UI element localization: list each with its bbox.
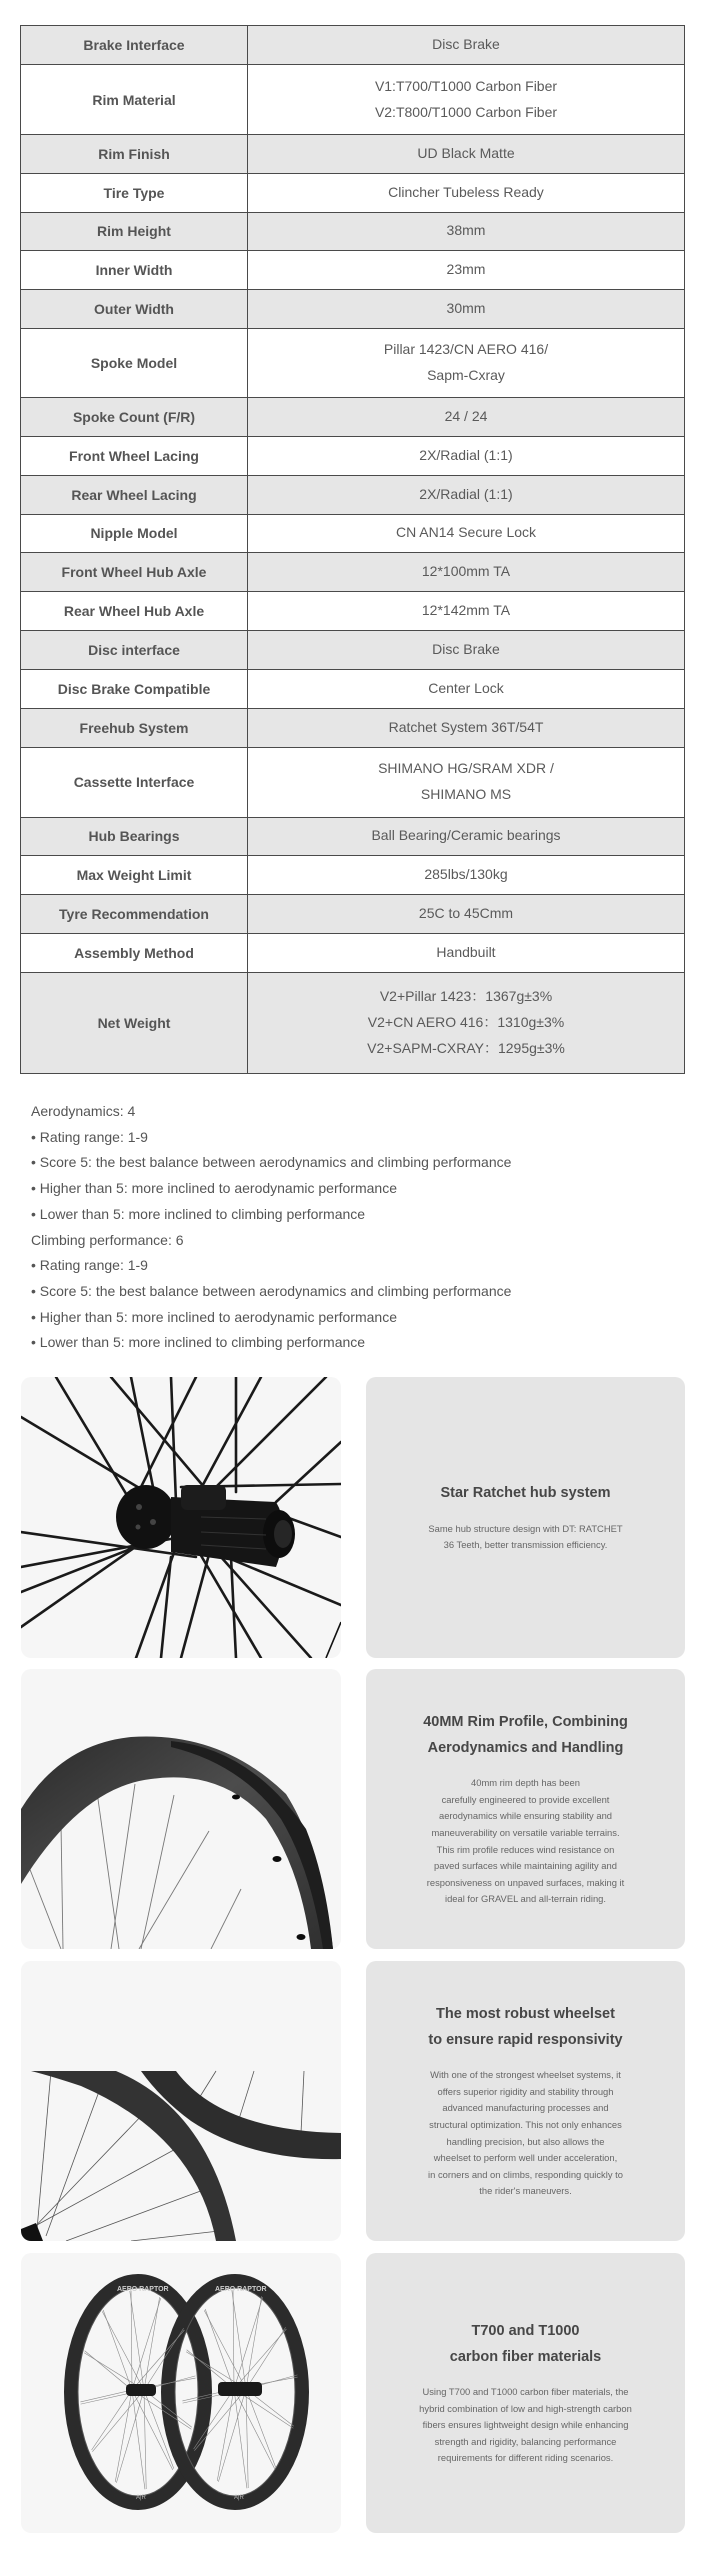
spec-row (21, 173, 685, 212)
feature-description-line: handling precision, but also allows the (446, 2135, 605, 2147)
spec-value-line: Disc Brake (432, 641, 500, 658)
spec-label: Disc interface (21, 631, 248, 670)
spec-row (21, 135, 685, 174)
feature-description-line: offers superior rigidity and stability through (437, 2085, 614, 2097)
feature-description (419, 2384, 632, 2467)
feature-card-hub (366, 1377, 685, 1658)
spec-label: Assembly Method (21, 934, 248, 973)
spec-row (21, 436, 685, 475)
spec-value-line: 285lbs/130kg (424, 866, 508, 883)
rating-bullet: • Score 5: the best balance between aerodynamics and climbing performance (31, 1282, 512, 1299)
spec-row (21, 747, 685, 817)
spec-value (248, 592, 685, 631)
spec-label: Rear Wheel Lacing (21, 475, 248, 514)
spec-value-line: Handbuilt (436, 944, 496, 961)
spec-value (248, 135, 685, 174)
rating-bullet: • Lower than 5: more inclined to climbing performance (31, 1205, 366, 1222)
feature-description-line: ideal for GRAVEL and all-terrain riding. (444, 1893, 606, 1905)
spoke (144, 2390, 146, 2489)
spec-value (248, 856, 685, 895)
spec-label: Spoke Model (21, 328, 248, 397)
spec-value-line: UD Black Matte (417, 144, 515, 161)
spec-value (248, 251, 685, 290)
spec-value (248, 26, 685, 65)
spoke (246, 2389, 248, 2488)
feature-title (440, 1481, 610, 1507)
feature-title (428, 2002, 622, 2053)
spec-value-line: Sapm-Cxray (427, 366, 505, 383)
feature-description-line: wheelset to perform well under acceleration, (433, 2152, 618, 2164)
spec-value-line: Ball Bearing/Ceramic bearings (371, 827, 561, 844)
brand-text-left: AERO RAPTOR (117, 2286, 169, 2293)
spec-value (248, 397, 685, 436)
spec-label: Rim Finish (21, 135, 248, 174)
feature-description-line: hybrid combination of low and high-strength carbon (419, 2402, 632, 2414)
spoke (234, 2389, 275, 2469)
spec-value (248, 328, 685, 397)
spec-value-line: Pillar 1423/CN AERO 416/ (383, 340, 549, 357)
spec-label: Rear Wheel Hub Axle (21, 592, 248, 631)
feature-image-robust (21, 1961, 341, 2241)
feature-title-line: Star Ratchet hub system (440, 1485, 611, 1502)
spec-row (21, 895, 685, 934)
spec-value (248, 670, 685, 709)
spec-label: Front Wheel Hub Axle (21, 553, 248, 592)
feature-description (427, 1775, 625, 1908)
spec-label: Tire Type (21, 173, 248, 212)
spec-row (21, 251, 685, 290)
spec-value-line: 2X/Radial (1:1) (419, 485, 513, 502)
spec-value (248, 173, 685, 212)
spoke (234, 2389, 247, 2488)
spec-value (248, 514, 685, 553)
feature-title (450, 2319, 602, 2370)
spec-value-line: SHIMANO MS (420, 786, 512, 802)
spec-value-line: 23mm (446, 260, 486, 277)
spec-value (248, 475, 685, 514)
spec-label: Tyre Recommendation (21, 895, 248, 934)
spoke (132, 2390, 145, 2489)
spec-value-line: 12*100mm TA (421, 563, 511, 580)
spec-value-line: 2X/Radial (1:1) (419, 446, 513, 463)
spec-value (248, 631, 685, 670)
spec-value (248, 289, 685, 328)
spec-row (21, 65, 685, 135)
feature-title-line: carbon fiber materials (449, 2348, 602, 2365)
feature-description-line: 36 Teeth, better transmission efficiency. (443, 1539, 608, 1551)
spec-value-line: V2+CN AERO 416：1310g±3% (367, 1014, 565, 1031)
spec-value-line: 38mm (446, 222, 486, 239)
rear-hub-closeup-image (21, 1377, 341, 1658)
feature-description-line: aerodynamics while ensuring stability and (438, 1810, 612, 1822)
logo-text-left: A|R (136, 2495, 146, 2501)
spec-value-line: 30mm (446, 299, 486, 316)
spec-table (20, 25, 685, 1074)
spec-value (248, 212, 685, 251)
spec-value (248, 553, 685, 592)
rating-heading: Aerodynamics: 4 (31, 1103, 136, 1119)
spec-row (21, 631, 685, 670)
spec-row (21, 514, 685, 553)
spec-label: Front Wheel Lacing (21, 436, 248, 475)
feature-title-line: Aerodynamics and Handling (427, 1739, 624, 1756)
feature-image-wheelset (21, 2253, 341, 2533)
spec-value (248, 709, 685, 748)
spec-value (248, 934, 685, 973)
logo-text-right: A|R (234, 2495, 244, 2501)
feature-card-robust (366, 1961, 685, 2241)
feature-title-line: The most robust wheelset (436, 2006, 615, 2023)
feature-description-line: Using T700 and T1000 carbon fiber materials, the (422, 2386, 629, 2398)
feature-description-line: in corners and on climbs, responding quickly to (428, 2168, 623, 2180)
feature-title (423, 1710, 628, 1761)
rating-heading: Climbing performance: 6 (31, 1231, 184, 1248)
feature-title-line: 40MM Rim Profile, Combining (423, 1714, 628, 1731)
spec-label: Spoke Count (F/R) (21, 397, 248, 436)
spec-value (248, 895, 685, 934)
spec-label: Inner Width (21, 251, 248, 290)
spec-value-line: V2:T800/T1000 Carbon Fiber (374, 103, 558, 120)
spec-value-line: V1:T700/T1000 Carbon Fiber (374, 77, 558, 94)
feature-description-line: carefully engineered to provide excellent (441, 1793, 610, 1805)
spec-row (21, 212, 685, 251)
spec-row (21, 973, 685, 1074)
spec-row (21, 289, 685, 328)
spec-value (248, 436, 685, 475)
feature-description-line: responsiveness on unpaved surfaces, making it (426, 1876, 625, 1888)
feature-card-rim (366, 1669, 685, 1949)
spec-value-line: 25C to 45Cmm (418, 905, 514, 922)
spec-row (21, 397, 685, 436)
spec-label: Nipple Model (21, 514, 248, 553)
spec-label: Max Weight Limit (21, 856, 248, 895)
rim-profile-closeup-image (21, 1669, 341, 1949)
spec-label: Hub Bearings (21, 817, 248, 856)
spoke (92, 2390, 132, 2450)
spec-value-line: CN AN14 Secure Lock (395, 524, 537, 541)
feature-description-line: This rim profile reduces wind resistance on (436, 1843, 615, 1855)
spoke (116, 2390, 144, 2483)
feature-title-line: T700 and T1000 (471, 2323, 580, 2340)
feature-description-line: Same hub structure design with DT: RATCHET (428, 1522, 623, 1534)
rating-bullet: • Rating range: 1-9 (31, 1128, 148, 1145)
spec-label: Rim Height (21, 212, 248, 251)
feature-description (428, 1521, 622, 1554)
spec-row (21, 26, 685, 65)
spec-value-line: V2+Pillar 1423：1367g±3% (379, 988, 553, 1005)
spec-label: Disc Brake Compatible (21, 670, 248, 709)
feature-description-line: With one of the strongest wheelset systems, it (430, 2069, 621, 2081)
spec-row (21, 670, 685, 709)
spec-label: Net Weight (21, 973, 248, 1074)
rating-bullet: • Score 5: the best balance between aerodynamics and climbing performance (31, 1154, 512, 1171)
spec-label: Cassette Interface (21, 747, 248, 817)
spec-row (21, 934, 685, 973)
spec-row (21, 475, 685, 514)
brand-text-right: AERO RAPTOR (215, 2286, 267, 2293)
performance-ratings (31, 1099, 631, 1356)
spec-row (21, 553, 685, 592)
feature-description-line: fibers ensures lightweight design while enhancing (422, 2419, 629, 2431)
spec-value-line: Ratchet System 36T/54T (388, 718, 544, 735)
feature-title-line: to ensure rapid responsivity (428, 2031, 623, 2048)
spec-label: Brake Interface (21, 26, 248, 65)
spec-value (248, 747, 685, 817)
spec-row (21, 328, 685, 397)
spec-value-line: 24 / 24 (444, 407, 488, 424)
spec-value-line: 12*142mm TA (421, 602, 511, 619)
wheelset-pair-image (21, 2253, 341, 2533)
spoke (115, 2390, 132, 2482)
rating-bullet: • Lower than 5: more inclined to climbing performance (31, 1334, 366, 1351)
spec-value-line: Center Lock (428, 680, 504, 697)
spec-label: Rim Material (21, 65, 248, 135)
feature-description-line: requirements for different riding scenarios. (437, 2452, 614, 2464)
feature-description-line: maneuverability on versatile variable terrains. (431, 1826, 620, 1838)
overlapping-rims-image (21, 1961, 341, 2241)
spoke (217, 2389, 234, 2481)
feature-image-rim (21, 1669, 341, 1949)
rating-bullet: • Rating range: 1-9 (31, 1257, 148, 1274)
rating-bullet: • Higher than 5: more inclined to aerodynamic performance (31, 1180, 397, 1197)
spec-value-line: Clincher Tubeless Ready (388, 183, 544, 200)
feature-image-hub (21, 1377, 341, 1658)
rating-bullet: • Higher than 5: more inclined to aerodynamic performance (31, 1308, 397, 1325)
spec-value-line: SHIMANO HG/SRAM XDR / (378, 760, 554, 777)
spec-value (248, 817, 685, 856)
spec-label: Freehub System (21, 709, 248, 748)
spoke (102, 2311, 144, 2390)
spec-row (21, 709, 685, 748)
spec-value (248, 973, 685, 1074)
spec-row (21, 856, 685, 895)
feature-description-line: strength and rigidity, balancing performance (434, 2435, 617, 2447)
spoke (218, 2389, 246, 2482)
spec-value-line: Disc Brake (432, 36, 500, 53)
spec-row (21, 592, 685, 631)
feature-description-line: the rider's maneuvers. (479, 2185, 572, 2197)
feature-description-line: structural optimization. This not only enhances (429, 2118, 622, 2130)
feature-description-line: paved surfaces while maintaining agility and (434, 1860, 617, 1872)
spec-value (248, 65, 685, 135)
feature-description-line: advanced manufacturing processes and (442, 2102, 609, 2114)
feature-description-line: 40mm rim depth has been (471, 1777, 580, 1789)
spoke (80, 2390, 132, 2402)
feature-card-carbon (366, 2253, 685, 2533)
feature-description (428, 2067, 623, 2200)
spec-row (21, 817, 685, 856)
spec-value-line: V2+SAPM-CXRAY：1295g±3% (367, 1039, 565, 1056)
spec-label: Outer Width (21, 289, 248, 328)
